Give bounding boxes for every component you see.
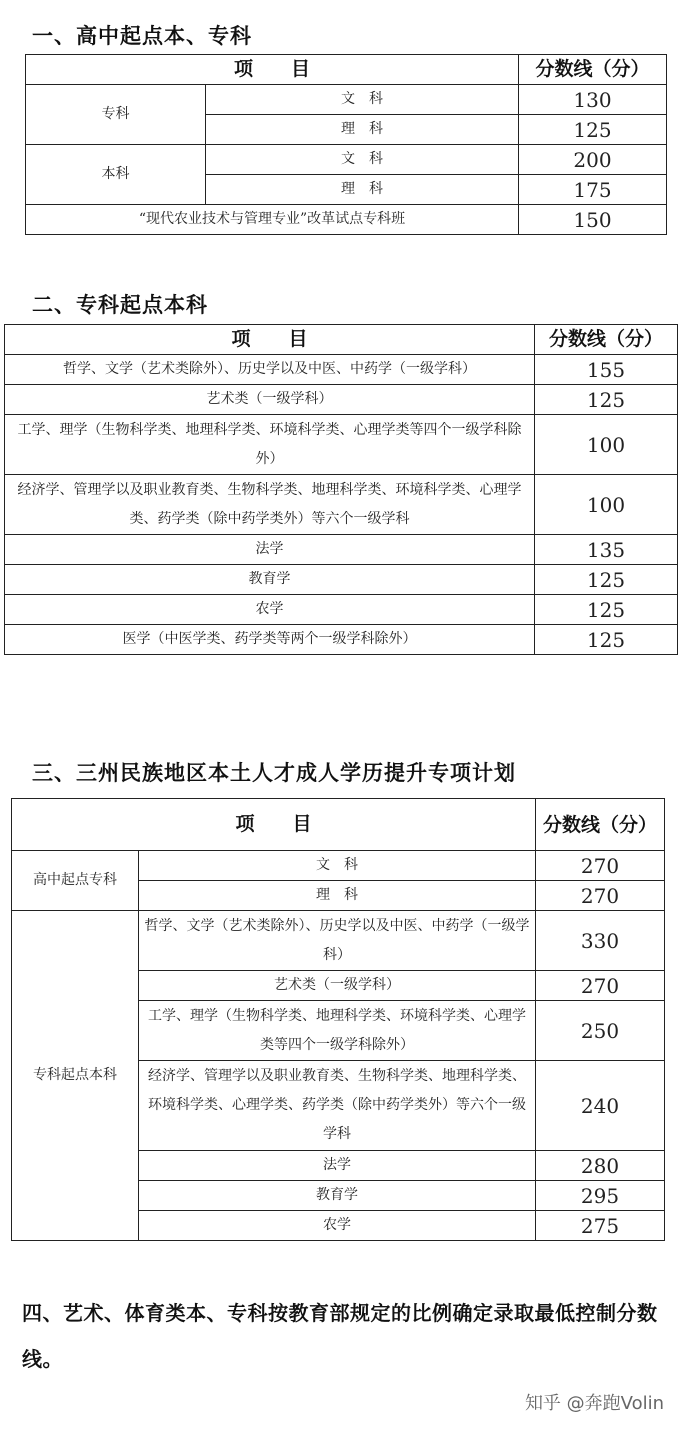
row-score: 125: [535, 595, 678, 625]
table-row: [5, 565, 678, 595]
table-header-row: [12, 799, 665, 851]
row-score: 135: [535, 535, 678, 565]
table-row: [12, 911, 665, 971]
row-label: 理 科: [206, 175, 519, 205]
table-row: [26, 145, 667, 175]
header-score: 分数线（分）: [519, 55, 667, 85]
row-label: 教育学: [139, 1181, 536, 1211]
section3-table: [11, 798, 665, 1241]
group-label: 专科: [26, 85, 206, 145]
row-score: 330: [536, 911, 665, 971]
table-row: [5, 595, 678, 625]
row-score: 125: [535, 565, 678, 595]
row-label: 艺术类（一级学科）: [139, 971, 536, 1001]
row-label: 农学: [5, 595, 535, 625]
row-score: 100: [535, 415, 678, 475]
row-score: 295: [536, 1181, 665, 1211]
group-label: 本科: [26, 145, 206, 205]
section2-title: 二、专科起点本科: [32, 293, 208, 317]
row-label: 文 科: [206, 145, 519, 175]
table-row: [12, 851, 665, 881]
row-score: 250: [536, 1001, 665, 1061]
group-label: 专科起点本科: [12, 911, 139, 1241]
zhihu-watermark: 知乎 @奔跑Volin: [524, 1393, 664, 1414]
row-label: 文 科: [206, 85, 519, 115]
row-label: 理 科: [139, 881, 536, 911]
row-score: 275: [536, 1211, 665, 1241]
row-score: 240: [536, 1061, 665, 1151]
table-row: [5, 475, 678, 535]
row-label: “现代农业技术与管理专业”改革试点专科班: [26, 205, 519, 235]
row-label: 文 科: [139, 851, 536, 881]
header-item: 项 目: [26, 55, 519, 85]
table-header-row: [5, 325, 678, 355]
row-label: 经济学、管理学以及职业教育类、生物科学类、地理科学类、环境科学类、心理学类、药学类（除中药学类外）等六个一级学科: [139, 1061, 536, 1151]
row-label: 法学: [139, 1151, 536, 1181]
row-label: 医学（中医学类、药学类等两个一级学科除外）: [5, 625, 535, 655]
row-score: 270: [536, 971, 665, 1001]
table-row: [5, 625, 678, 655]
row-score: 280: [536, 1151, 665, 1181]
section4-text: 四、艺术、体育类本、专科按教育部规定的比例确定录取最低控制分数线。: [22, 1301, 658, 1371]
row-label: 哲学、文学（艺术类除外）、历史学以及中医、中药学（一级学科）: [5, 355, 535, 385]
header-score: 分数线（分）: [536, 799, 665, 851]
table-row: [5, 385, 678, 415]
row-label: 理 科: [206, 115, 519, 145]
table-row: [5, 415, 678, 475]
row-score: 125: [535, 625, 678, 655]
row-score: 100: [535, 475, 678, 535]
header-item: 项 目: [5, 325, 535, 355]
row-label: 教育学: [5, 565, 535, 595]
section2-table: [4, 324, 678, 655]
table-row: [26, 205, 667, 235]
row-score: 130: [519, 85, 667, 115]
row-score: 155: [535, 355, 678, 385]
table-header-row: [26, 55, 667, 85]
row-score: 150: [519, 205, 667, 235]
row-score: 270: [536, 881, 665, 911]
row-score: 270: [536, 851, 665, 881]
table-row: [26, 85, 667, 115]
row-label: 哲学、文学（艺术类除外）、历史学以及中医、中药学（一级学科）: [139, 911, 536, 971]
row-score: 125: [535, 385, 678, 415]
section3-title: 三、三州民族地区本土人才成人学历提升专项计划: [32, 761, 516, 785]
section1-title: 一、高中起点本、专科: [32, 24, 252, 48]
row-label: 经济学、管理学以及职业教育类、生物科学类、地理科学类、环境科学类、心理学类、药学类（除中药学类外）等六个一级学科: [5, 475, 535, 535]
header-item: 项 目: [12, 799, 536, 851]
section1-table: [25, 54, 667, 235]
row-label: 艺术类（一级学科）: [5, 385, 535, 415]
header-score: 分数线（分）: [535, 325, 678, 355]
row-label: 工学、理学（生物科学类、地理科学类、环境科学类、心理学类等四个一级学科除外）: [5, 415, 535, 475]
row-label: 工学、理学（生物科学类、地理科学类、环境科学类、心理学类等四个一级学科除外）: [139, 1001, 536, 1061]
table-row: [5, 355, 678, 385]
row-score: 125: [519, 115, 667, 145]
row-label: 农学: [139, 1211, 536, 1241]
row-label: 法学: [5, 535, 535, 565]
table-row: [5, 535, 678, 565]
group-label: 高中起点专科: [12, 851, 139, 911]
row-score: 175: [519, 175, 667, 205]
row-score: 200: [519, 145, 667, 175]
